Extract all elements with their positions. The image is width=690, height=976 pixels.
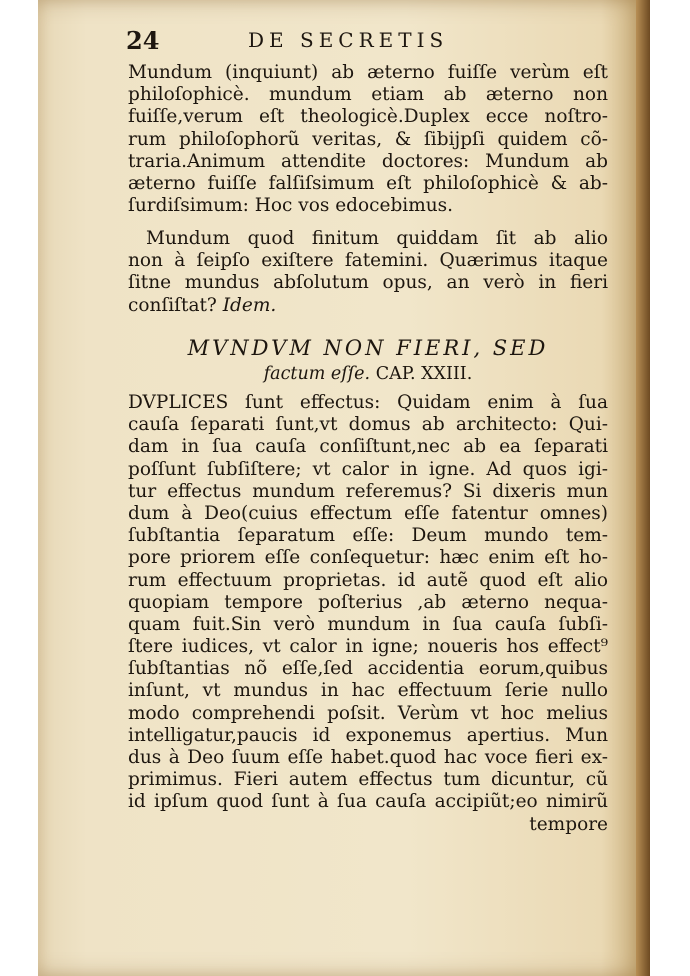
text-line: primimus. Fieri autem effectus tum dicuntur, cũ [128, 769, 608, 791]
page-header [126, 26, 606, 56]
text-line: ſubſtantia ſeparatum eſſe: Deum mundo tem- [128, 525, 608, 547]
text-line: poſſunt ſubſiſtere; vt calor in igne. Ad quos igi- [128, 458, 608, 480]
text-line [128, 295, 608, 317]
text-line: modo comprehendi poſsit. Verùm vt hoc melius [128, 702, 608, 724]
text-line: traria.Animum attendite doctores: Mundum ab [128, 150, 608, 172]
text-line: fuiſſe,verum eſt theologicè.Duplex ecce noſtro- [128, 106, 608, 128]
chapter-subtitle-italic: factum eſſe. [263, 364, 371, 384]
running-title: DE SECRETIS [248, 28, 449, 52]
text-line: intelligatur,paucis id exponemus apertius. Mun [128, 724, 608, 746]
paragraph-2 [128, 228, 608, 317]
text-line: non à ſeipſo exiſtere fatemini. Quærimus itaque [128, 250, 608, 272]
chapter-number: CAP. XXIII. [375, 364, 473, 384]
text-line: rum philoſophorũ veritas, & ſibijpſi quidem cõ- [128, 128, 608, 150]
text-line: ſubſtantias nõ eſſe,ſed accidentia eorum,quibus [128, 658, 608, 680]
text-line: rum effectuum proprietas. id autẽ quod eſt alio [128, 569, 608, 591]
text-line: quam fuit.Sin verò mundum in ſua cauſa ſubſi- [128, 613, 608, 635]
page-number: 24 [126, 26, 160, 55]
chapter-subtitle [128, 364, 608, 388]
catchword: tempore [529, 813, 608, 835]
text-line: id ipſum quod ſunt à ſua cauſa accipiũt;eo nimirũ [128, 791, 608, 813]
text-line: tur effectus mundum referemus? Si dixeris mun [128, 480, 608, 502]
text-line: cauſa ſeparati ſunt,vt domus ab architecto: Qui- [128, 414, 608, 436]
paragraph-1 [128, 62, 608, 217]
text-line: ſitne mundus abſolutum opus, an verò in fieri [128, 272, 608, 294]
text-line: quopiam tempore poſterius ,ab æterno nequa- [128, 591, 608, 613]
chapter-title: MVNDVM NON FIERI, SED [187, 336, 549, 360]
text-line: Mundum (inquiunt) ab æterno fuiſſe verùm eſt [128, 62, 608, 83]
text-line: philoſophicè. mundum etiam ab æterno non [128, 84, 608, 106]
text-line: ſurdiſsimum: Hoc vos edocebimus. [128, 195, 454, 217]
text-line: DVPLICES ſunt effectus: Quidam enim à ſua [128, 392, 608, 413]
signature: Idem. [222, 294, 277, 316]
chapter-heading [128, 336, 608, 388]
text-fragment: conſiſtat? [128, 294, 217, 316]
text-line: inſunt, vt mundus in hac effectuum ſerie nullo [128, 680, 608, 702]
text-line: pore priorem eſſe conſequetur: hæc enim eſt ho- [128, 547, 608, 569]
text-line: æterno fuiſſe falſiſsimum eſt philoſophicè & ab- [128, 172, 608, 194]
paragraph-3 [128, 392, 608, 836]
text-line: Mundum quod finitum quiddam ſit ab alio [146, 228, 608, 249]
text-line: ſtere iudices, vt calor in igne; noueris hos effect⁹ [128, 636, 608, 658]
text-line: dus à Deo ſuum eſſe habet.quod hac voce fieri ex- [128, 747, 608, 768]
text-line: dam in ſua cauſa conſiſtunt,nec ab ea ſeparati [128, 436, 608, 458]
text-line: dum à Deo(cuius effectum eſſe fatentur omnes) [128, 502, 608, 524]
